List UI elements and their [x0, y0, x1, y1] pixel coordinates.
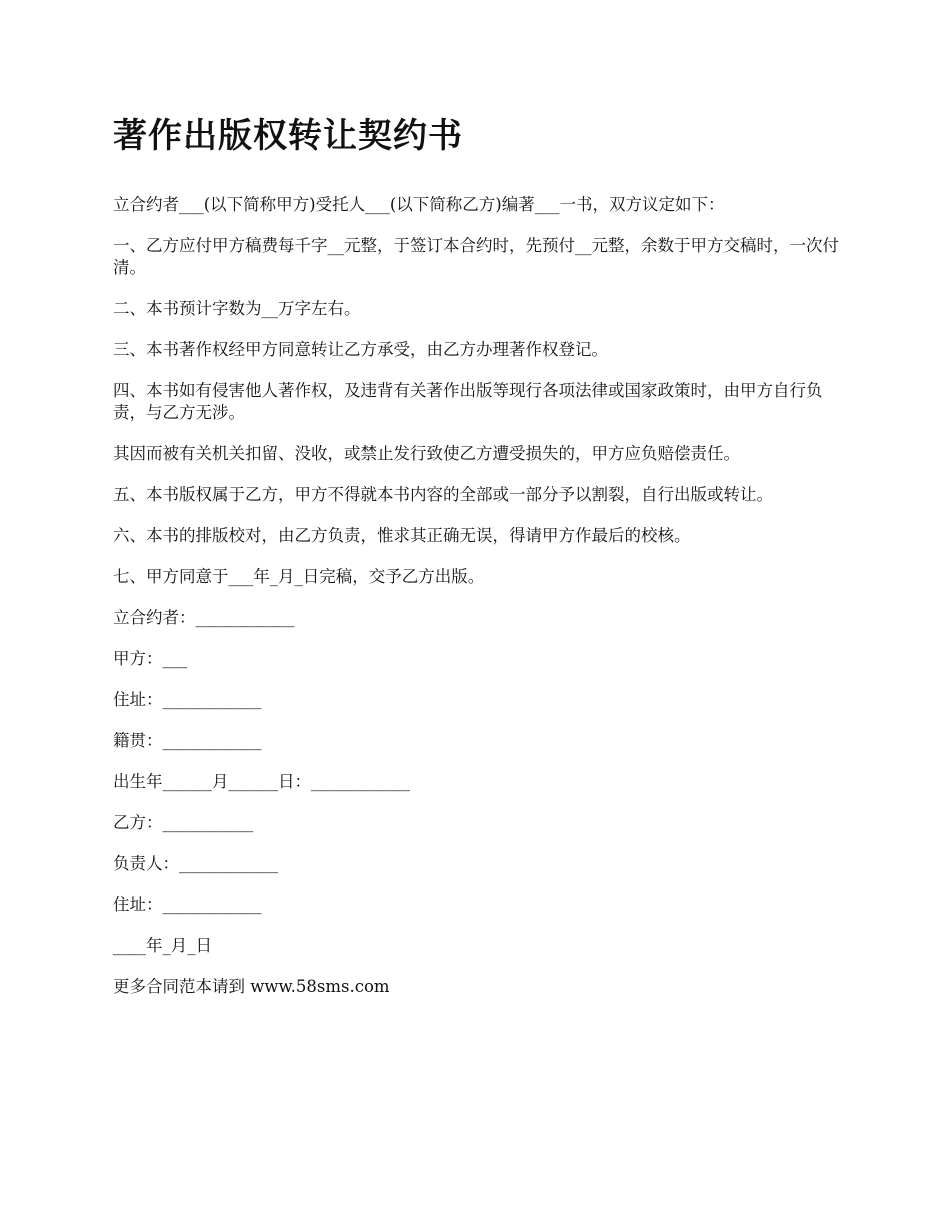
- clause-3: 三、本书著作权经甲方同意转让乙方承受，由乙方办理著作权登记。: [113, 340, 608, 359]
- document-page: [113, 112, 853, 1017]
- party-a-address-line: 住址：____________: [113, 690, 262, 709]
- clause-2: 二、本书预计字数为__万字左右。: [113, 299, 361, 318]
- date-line: ____年_月_日: [113, 936, 212, 955]
- footer-note: 更多合同范本请到 www.58sms.com: [113, 977, 390, 996]
- clause-4-supplement: 其因而被有关机关扣留、没收，或禁止发行致使乙方遭受损失的，甲方应负赔偿责任。: [113, 444, 740, 463]
- clause-6: 六、本书的排版校对，由乙方负责，惟求其正确无误，得请甲方作最后的校核。: [113, 526, 691, 545]
- party-b-representative-line: 负责人：____________: [113, 854, 278, 873]
- clause-4: 四、本书如有侵害他人著作权，及违背有关著作出版等现行各项法律或国家政策时，由甲方自行负责，与乙方无涉。: [113, 381, 823, 422]
- clause-7: 七、甲方同意于___年_月_日完稿，交予乙方出版。: [113, 567, 485, 586]
- signatory-line: 立合约者：____________: [113, 608, 295, 627]
- party-b-address-line: 住址：____________: [113, 895, 262, 914]
- intro-paragraph: 立合约者___(以下简称甲方)受托人___(以下简称乙方)编著___一书，双方议定如下：: [113, 195, 725, 214]
- clause-1: 一、乙方应付甲方稿费每千字__元整，于签订本合约时，先预付__元整，余数于甲方交稿时，一次付清。: [113, 236, 839, 277]
- clause-5: 五、本书版权属于乙方，甲方不得就本书内容的全部或一部分予以割裂，自行出版或转让。: [113, 485, 773, 504]
- party-a-origin-line: 籍贯：____________: [113, 731, 262, 750]
- party-b-line: 乙方：___________: [113, 813, 254, 832]
- page-title: 著作出版权转让契约书: [113, 116, 463, 156]
- party-a-line: 甲方：___: [113, 649, 188, 668]
- party-a-birthdate-line: 出生年______月______日：____________: [113, 772, 410, 791]
